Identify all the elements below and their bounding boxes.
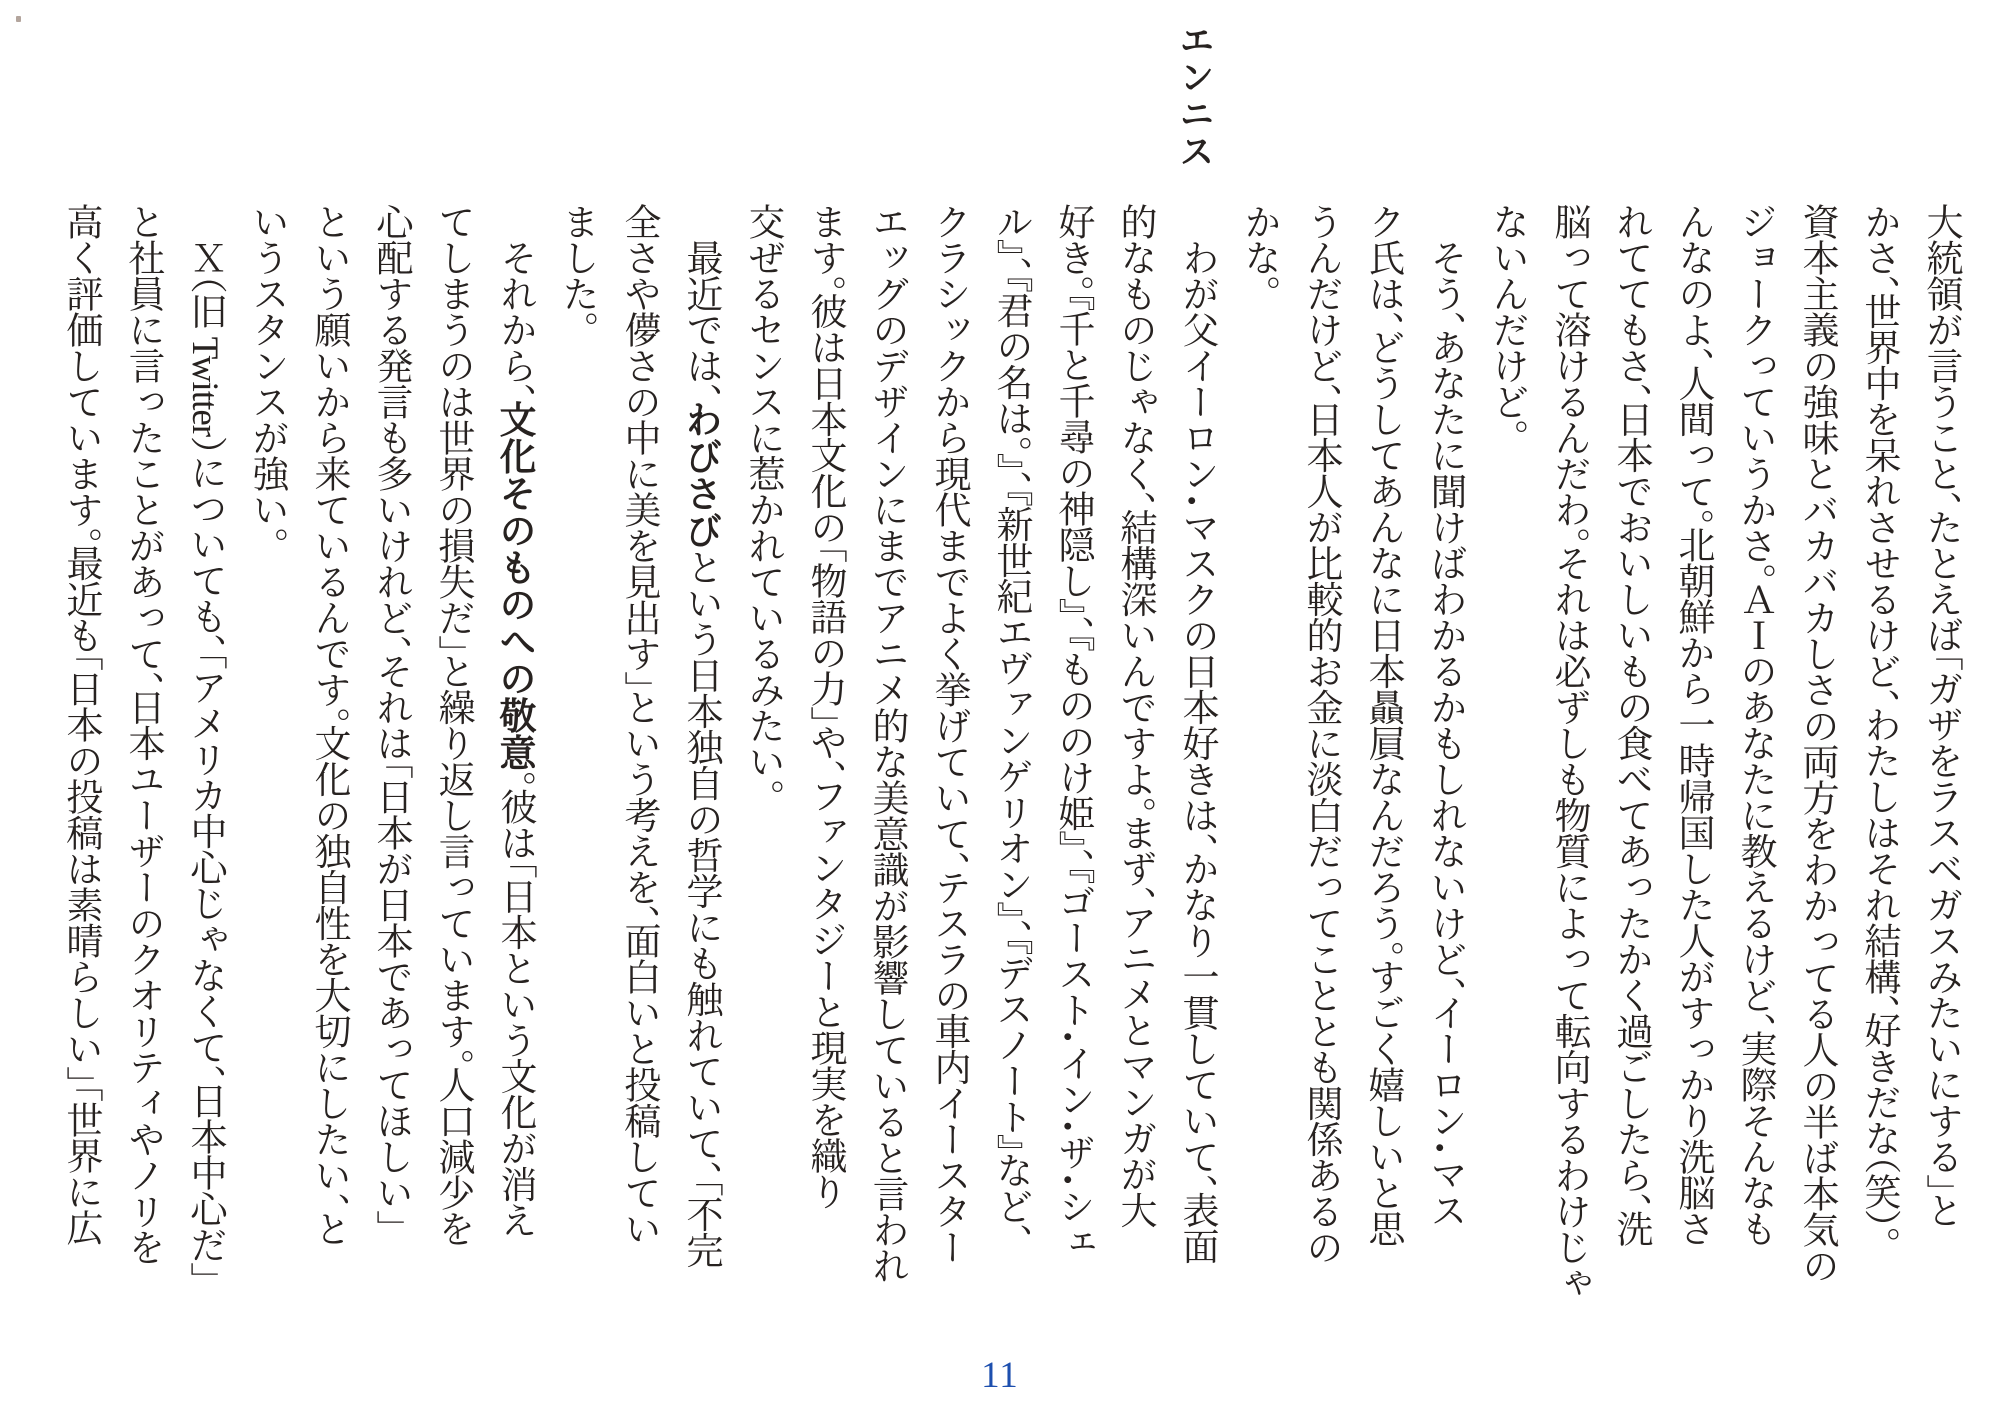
text-column-4 [1734, 203, 1774, 1353]
text-run: 資本主義の強味とバカバカしさの両方をわかってる人の半ば本気の [1796, 203, 1837, 1283]
text-column-26 [370, 203, 410, 1353]
emphasis-run: わびさび [680, 400, 721, 549]
text-run: エッグのデザインにまでアニメ的な美意識が影響していると言われ [866, 203, 907, 1283]
text-column-10 [1362, 203, 1402, 1353]
text-column-18 [866, 203, 906, 1353]
text-column-2 [1858, 203, 1898, 1353]
text-column-22 [618, 203, 658, 1353]
text-column-27 [308, 203, 348, 1353]
text-column-24 [494, 203, 534, 1353]
text-column-15 [1052, 203, 1092, 1353]
text-run: かさ、世界中を呆れさせるけど、わたしはそれ結構、好きだな（笑）。 [1858, 203, 1899, 1244]
text-column-13 [1176, 203, 1216, 1353]
text-run: 全さや儚さの中に美を見出す」という考えを、面白いと投稿してい [618, 203, 659, 1246]
text-run: ク氏は、どうしてあんなに日本贔屓なんだろう。すごく嬉しいと思 [1362, 203, 1403, 1246]
text-run: ました。 [556, 203, 597, 329]
text-run: それから、 [494, 203, 535, 401]
text-column-8 [1486, 203, 1526, 1353]
text-column-30 [122, 203, 162, 1353]
text-run: 脳って溶けるんだわ。それは必ずしも物質によって転向するわけじゃ [1548, 203, 1589, 1301]
text-run: んなのよ、人間って。北朝鮮から一時帰国した人がすっかり洗脳さ [1672, 203, 1713, 1246]
text-column-16 [990, 203, 1030, 1353]
running-header-speaker-name: エンニス [1175, 22, 1214, 170]
text-run: と社員に言ったことがあって、日本ユーザーのクオリティやノリを [122, 203, 163, 1265]
text-column-6 [1610, 203, 1650, 1353]
text-run: 大統領が言うこと、たとえば「ガザをラスベガスみたいにする」と [1920, 203, 1961, 1228]
text-column-28 [246, 203, 286, 1353]
text-run: ル』、『君の名は。』、『新世紀エヴァンゲリオン』、『デスノート』など、 [990, 203, 1031, 1241]
text-column-14 [1114, 203, 1154, 1353]
text-run: うんだけど、日本人が比較的お金に淡白だってこととも関係あるの [1300, 203, 1341, 1265]
text-run: かな。 [1238, 203, 1279, 293]
text-columns [38, 203, 1960, 1353]
page-number: 11 [981, 1355, 1019, 1396]
text-column-31 [60, 203, 100, 1353]
text-column-17 [928, 203, 968, 1353]
text-run: ないんだけど。 [1486, 203, 1527, 437]
text-run: 。彼は「日本という文化が消え [494, 770, 535, 1238]
text-column-12 [1238, 203, 1278, 1353]
text-column-1 [1920, 203, 1960, 1353]
text-run: ジョークっていうかさ。ＡＩのあなたに教えるけど、実際そんなも [1734, 203, 1775, 1246]
text-run: 的なものじゃなく、結構深いんですよ。まず、アニメとマンガが大 [1114, 203, 1155, 1228]
text-column-23 [556, 203, 596, 1353]
text-column-5 [1672, 203, 1712, 1353]
scan-artifact-dot [16, 16, 21, 22]
text-run: てしまうのは世界の損失だ」と繰り返し言っています。人口減少を [432, 203, 473, 1246]
text-column-29 [184, 203, 224, 1353]
text-column-9 [1424, 203, 1464, 1353]
text-run: Ｘ（旧 Twitter）についても、「アメリカ中心じゃなくて、日本中心だ」 [184, 203, 225, 1280]
text-column-20 [742, 203, 782, 1353]
text-run: 最近では、 [680, 203, 721, 401]
text-column-19 [804, 203, 844, 1353]
text-run: 高く評価しています。最近も「日本の投稿は素晴らしい」「世界に広 [60, 203, 101, 1245]
text-column-25 [432, 203, 472, 1353]
text-run: れててもさ、日本でおいしいもの食べてあったかく過ごしたら、洗 [1610, 203, 1651, 1246]
text-run: いうスタンスが強い。 [246, 203, 287, 545]
emphasis-run: 文化そのものへの敬意 [494, 400, 535, 771]
text-column-21 [680, 203, 720, 1353]
text-run: 交ぜるセンスに惹かれているみたい。 [742, 203, 783, 797]
text-column-11 [1300, 203, 1340, 1353]
text-run: クラシックから現代までよく挙げていて、テスラの車内イースター [928, 203, 969, 1265]
text-run: 好き。『千と千尋の神隠し』、『もののけ姫』、『ゴースト・イン・ザ・シェ [1052, 203, 1093, 1260]
text-run: 心配する発言も多いけれど、それは「日本が日本であってほしい」 [370, 203, 411, 1228]
text-run: ます。彼は日本文化の「物語の力」や、ファンタジーと現実を織り [804, 203, 845, 1209]
text-column-7 [1548, 203, 1588, 1353]
text-run: という願いから来ているんです。文化の独自性を大切にしたい、と [308, 203, 349, 1246]
text-run: そう、あなたに聞けばわかるかもしれないけど、イーロン・マス [1424, 203, 1465, 1228]
text-column-3 [1796, 203, 1836, 1353]
text-run: わが父イーロン・マスクの日本好きは、かなり一貫していて、表面 [1176, 203, 1217, 1264]
text-run: という日本独自の哲学にも触れていて、「不完 [680, 548, 721, 1268]
